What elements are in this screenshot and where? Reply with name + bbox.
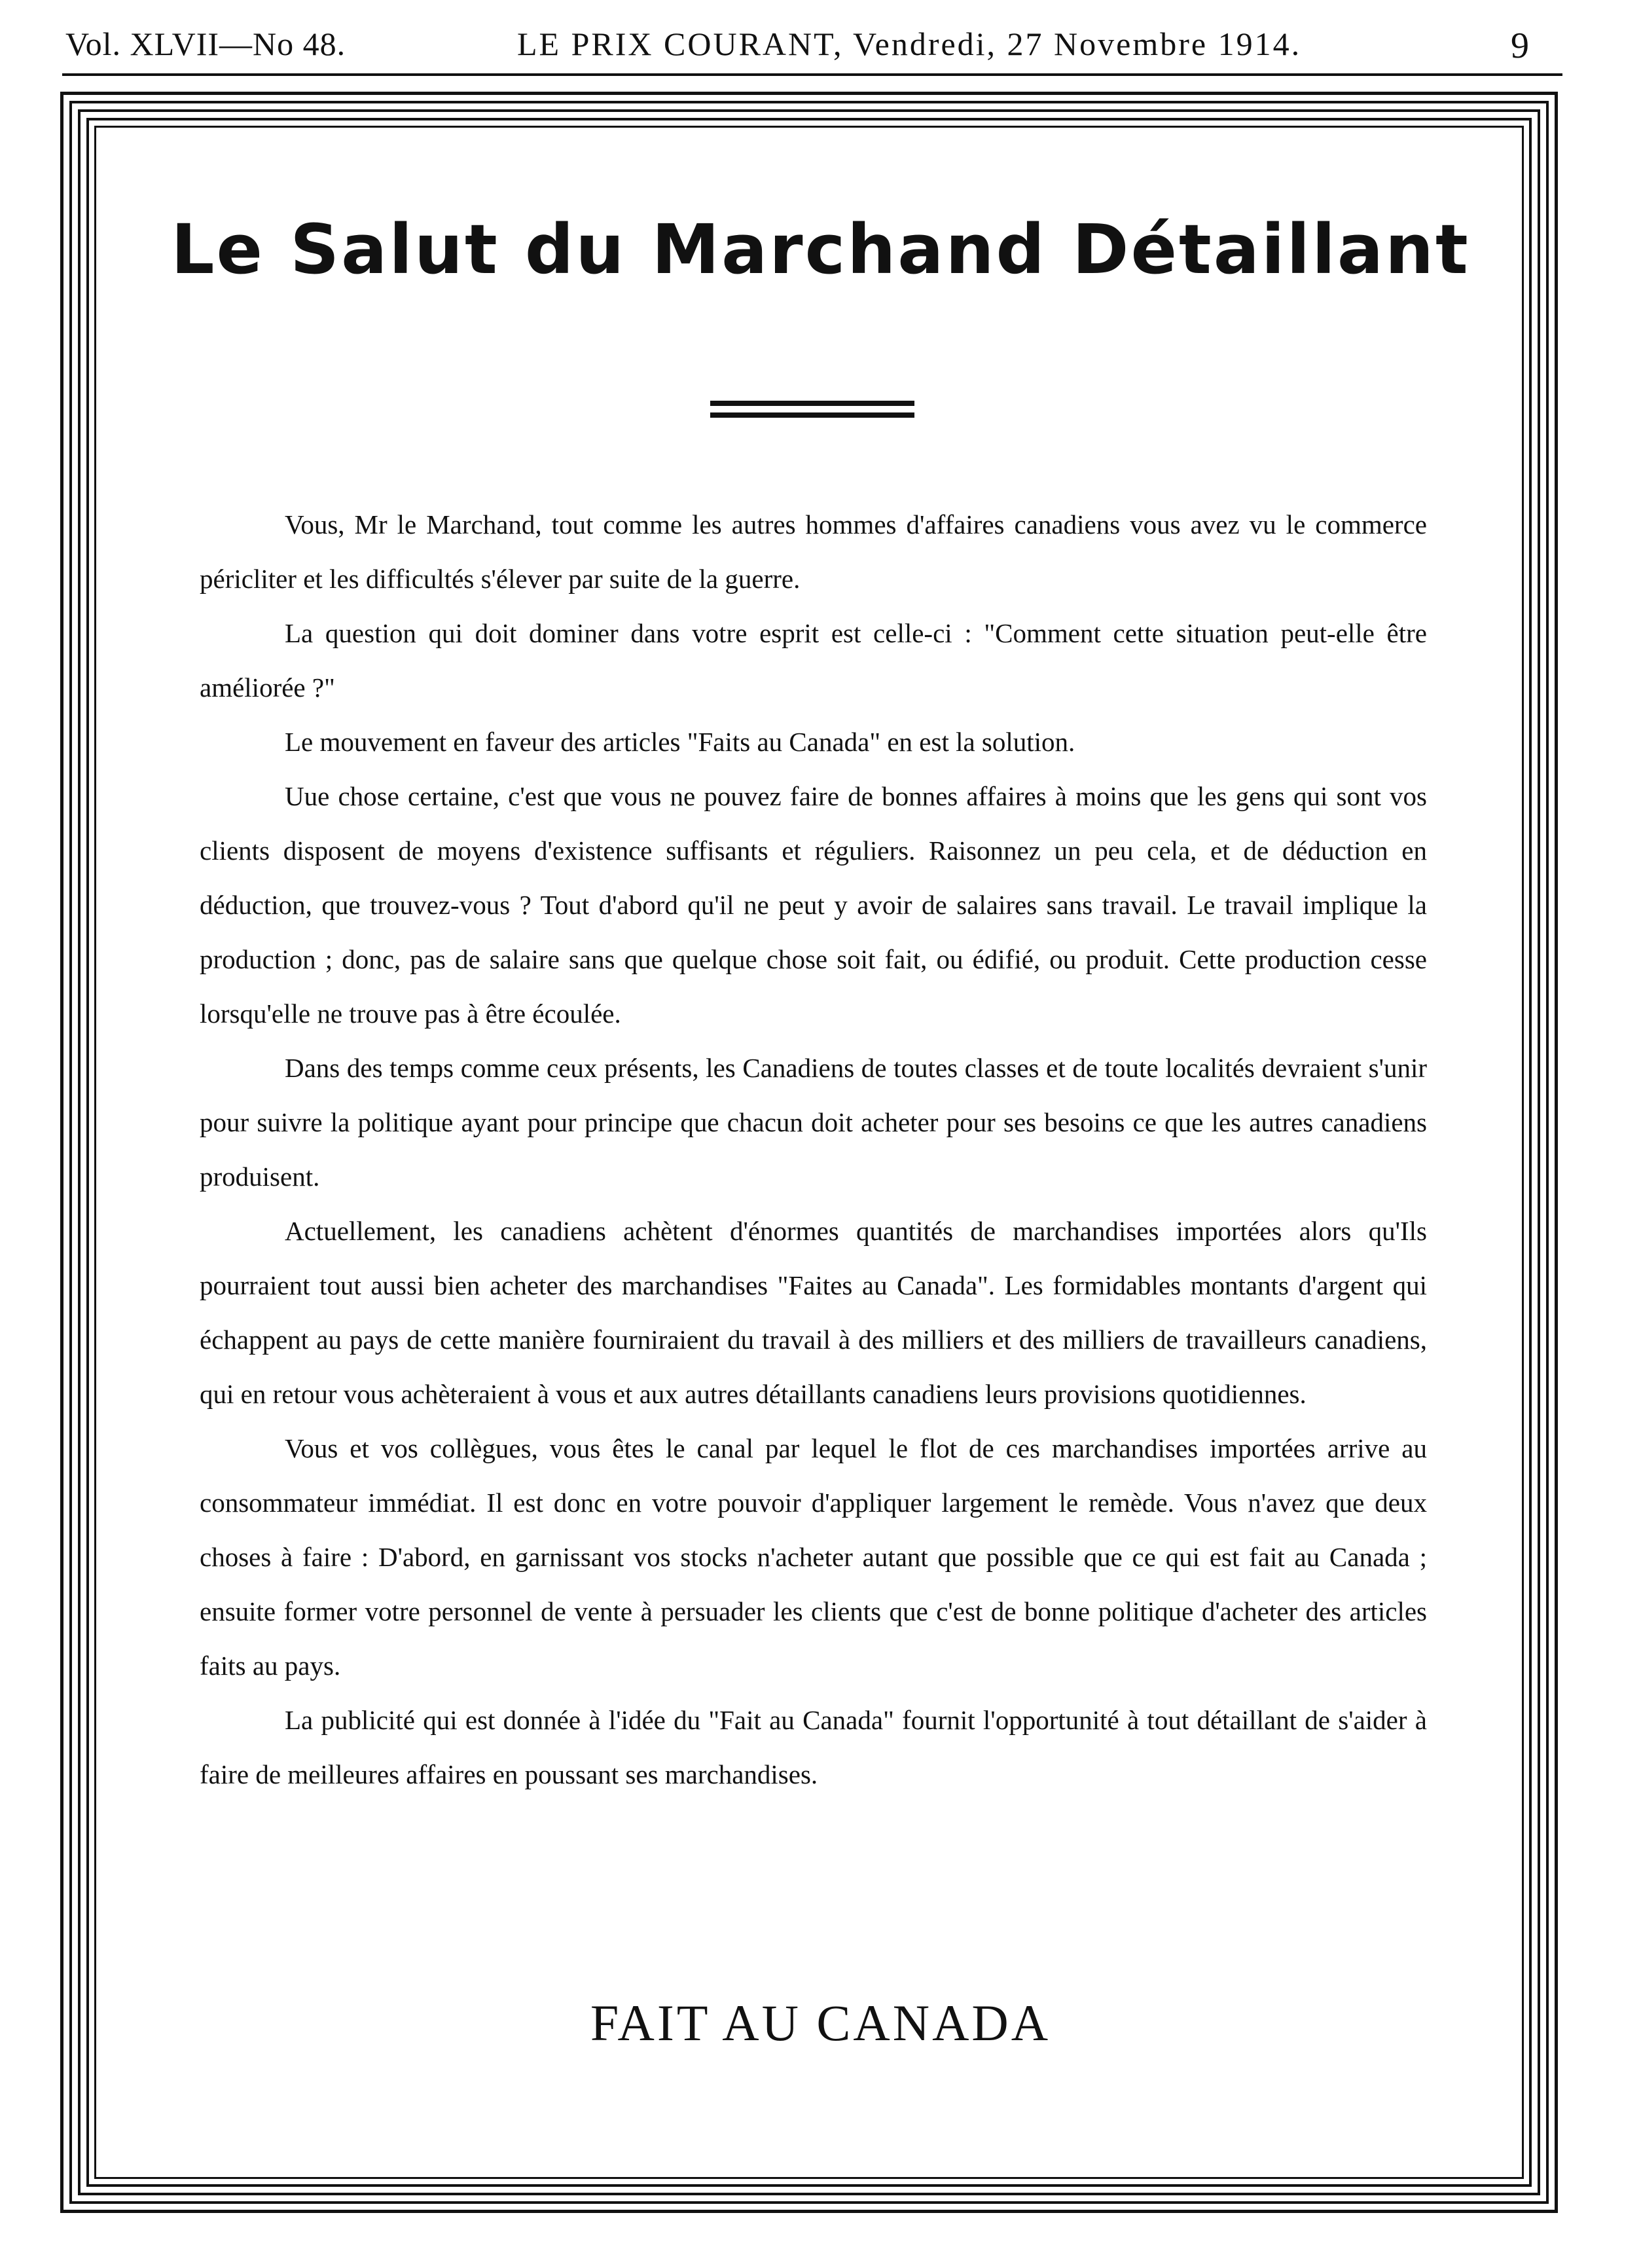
publication-date-line: LE PRIX COURANT, Vendredi, 27 Novembre 1914.: [517, 26, 1302, 62]
paragraph: La question qui doit dominer dans votre esprit est celle-ci : "Comment cette situation peut-elle être améliorée ?": [200, 618, 1427, 703]
paragraph: Vous et vos collègues, vous êtes le canal par lequel le flot de ces marchandises importées arrive au consommateur immédiat. Il est donc en votre pouvoir d'appliquer largement le remède. Vous n'avez que deux choses à faire : D'abord, en garnissant vos stocks n'acheter autant que possible que ce qui est fait au Canada ; ensuite former votre personnel de vente à persuader les clients que c'est de bonne politique d'acheter des articles faits au pays.: [200, 1433, 1427, 1681]
paragraph: Actuellement, les canadiens achètent d'énormes quantités de marchandises importées alors qu'Ils pourraient tout aussi bien acheter des marchandises "Faites au Canada". Les formidables montants d'argent qui échappent au pays de cette manière fourniraient du travail à des milliers et des milliers de travailleurs canadiens, qui en retour vous achèteraient à vous et aux autres détaillants canadiens leurs provisions quotidiennes.: [200, 1216, 1427, 1409]
volume-number: Vol. XLVII—No 48.: [65, 26, 346, 62]
article-body: [200, 498, 1427, 1802]
page-number: 9: [1511, 26, 1530, 66]
slogan: FAIT AU CANADA: [590, 1994, 1051, 2051]
paragraph: Vous, Mr le Marchand, tout comme les autres hommes d'affaires canadiens vous avez vu le commerce péricliter et les difficultés s'élever par suite de la guerre.: [200, 509, 1427, 594]
title-rule-bottom: [710, 412, 914, 418]
running-header: [59, 25, 1569, 77]
paragraph: Uue chose certaine, c'est que vous ne pouvez faire de bonnes affaires à moins que les gens qui sont vos clients disposent de moyens d'existence suffisants et réguliers. Raisonnez un peu cela, et de déduction en déduction, que trouvez-vous ? Tout d'abord qu'il ne peut y avoir de salaires sans travail. Le travail implique la production ; donc, pas de salaire sans que quelque chose soit fait, ou édifié, ou produit. Cette production cesse lorsqu'elle ne trouve pas à être écoulée.: [200, 781, 1427, 1029]
header-rule: [62, 73, 1562, 76]
paragraph: Dans des temps comme ceux présents, les Canadiens de toutes classes et de toute localités devraient s'unir pour suivre la politique ayant pour principe que chacun doit acheter pour ses besoins ce que les autres canadiens produisent.: [200, 1053, 1427, 1192]
title-rule-top: [710, 401, 914, 406]
paragraph: La publicité qui est donnée à l'idée du "Fait au Canada" fournit l'opportunité à tout détaillant de s'aider à faire de meilleures affaires en poussant ses marchandises.: [200, 1705, 1427, 1789]
paragraph: Le mouvement en faveur des articles "Faits au Canada" en est la solution.: [285, 727, 1075, 757]
page-title: Le Salut du Marchand Détaillant: [171, 210, 1470, 289]
